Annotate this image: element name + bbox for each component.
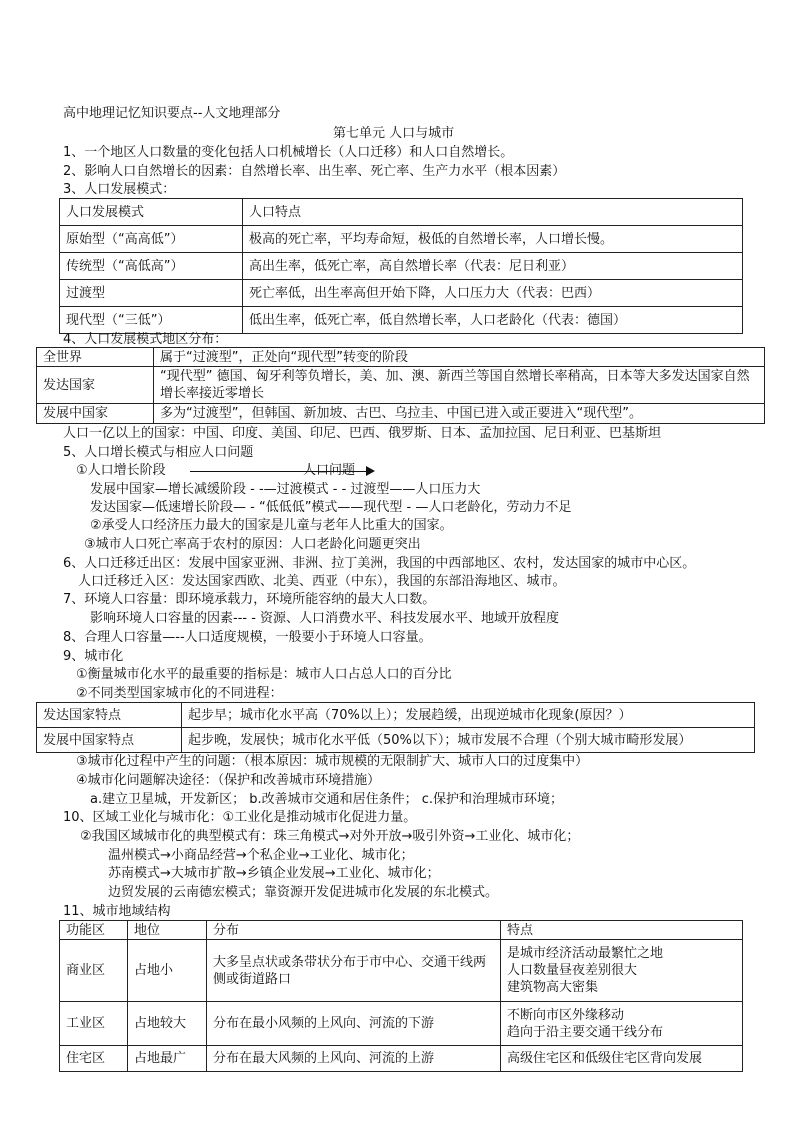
unit-heading: 第七单元 人口与城市 — [333, 126, 455, 141]
para-23: 10、区域工业化与城市化：①工业化是推动城市化促进力量。 — [63, 810, 417, 825]
table-cell: 发展中国家 — [37, 404, 154, 424]
urban-structure-table — [59, 920, 743, 1072]
para-3: 3、人口发展模式： — [63, 182, 176, 197]
para-27: 边贸发展的云南德宏模式；靠资源开发促进城市化发展的东北模式。 — [108, 885, 499, 900]
table-cell: 占地较大 — [128, 1002, 207, 1046]
table-header: 功能区 — [60, 921, 128, 940]
feature-line: 趋向于沿主要交通干线分布 — [507, 1024, 664, 1040]
para-7b: 人口问题 — [303, 463, 356, 478]
table-cell: 商业区 — [60, 940, 128, 1002]
table-header: 地位 — [128, 921, 207, 940]
para-10: ②承受人口经济压力最大的国家是儿童与老年人比重大的国家。 — [90, 518, 453, 533]
table-header: 人口特点 — [243, 199, 743, 226]
table-cell: 起步早；城市化水平高（70%以上）；发展趋缓，出现逆城市化现象(原因？） — [182, 703, 755, 728]
para-1: 1、一个地区人口数量的变化包括人口机械增长（人口迁移）和人口自然增长。 — [63, 145, 514, 160]
para-14: 7、环境人口容量：即环境承载力，环境所能容纳的最大人口数。 — [63, 592, 436, 607]
feature-line: 建筑物高大密集 — [507, 980, 599, 995]
para-6: 5、人口增长模式与相应人口问题 — [63, 445, 254, 460]
table-header: 分布 — [207, 921, 501, 940]
para-13: 人口迁移迁入区：发达国家西欧、北美、西亚（中东），我国的东部沿海地区、城市。 — [78, 574, 566, 589]
para-21: ④城市化问题解决途径：（保护和改善城市环境措施） — [76, 773, 381, 788]
table-cell: 传统型（“高低高”） — [60, 253, 243, 280]
distribution-table — [36, 347, 765, 424]
table-cell: 原始型（“高高低”） — [60, 226, 243, 253]
arrow-head-icon — [366, 466, 375, 476]
table-cell: 发达国家特点 — [37, 703, 182, 728]
table-cell: 大多呈点状或条带状分布于市中心、交通干线两侧或街道路口 — [207, 940, 501, 1002]
para-5: 人口一亿以上的国家：中国、印度、美国、印尼、巴西、俄罗斯、日本、孟加拉国、尼日利亚、巴基斯坦 — [63, 426, 662, 441]
table-header: 特点 — [501, 921, 743, 940]
para-17: 9、城市化 — [63, 649, 124, 664]
table-cell: 占地小 — [128, 940, 207, 1002]
table-cell — [501, 940, 743, 1002]
para-7a: ①人口增长阶段 — [76, 463, 166, 478]
table-cell: 高出生率，低死亡率，高自然增长率（代表：尼日利亚） — [243, 253, 743, 280]
para-22: a.建立卫星城，开发新区； b.改善城市交通和居住条件； c.保护和治理城市环境； — [90, 792, 564, 807]
table-header: 人口发展模式 — [60, 199, 243, 226]
para-9: 发达国家—低速增长阶段— - “低低低”模式——现代型 - —人口老龄化，劳动力不足 — [90, 500, 572, 515]
para-20: ③城市化过程中产生的问题：（根本原因：城市规模的无限制扩大、城市人口的过度集中） — [76, 754, 589, 769]
doc-title: 高中地理记忆知识要点--人文地理部分 — [63, 106, 281, 121]
table-cell: 高级住宅区和低级住宅区背向发展 — [501, 1046, 743, 1072]
para-28: 11、城市地域结构 — [63, 904, 171, 919]
table-cell: 工业区 — [60, 1002, 128, 1046]
para-26: 苏南模式→大城市扩散→乡镇企业发展→工业化、城市化； — [108, 866, 440, 881]
table-cell: 分布在最大风频的上风向、河流的上游 — [207, 1046, 501, 1072]
table-cell: 分布在最小风频的上风向、河流的下游 — [207, 1002, 501, 1046]
table-cell: 低出生率，低死亡率，低自然增长率，人口老龄化（代表：德国） — [243, 307, 743, 334]
para-12: 6、人口迁移迁出区：发展中国家亚洲、非洲、拉丁美洲，我国的中西部地区、农村，发达国家的城市中心区。 — [63, 556, 696, 571]
urbanization-table — [36, 702, 755, 753]
table-cell: 多为“过渡型”，但韩国、新加坡、古巴、乌拉圭、中国已进入或正要进入“现代型”。 — [154, 404, 765, 424]
table-cell: 全世界 — [37, 348, 154, 367]
table-cell: 起步晚，发展快；城市化水平低（50%以下）；城市发展不合理（个别大城市畸形发展） — [182, 728, 755, 753]
para-11: ③城市人口死亡率高于农村的原因：人口老龄化问题更突出 — [84, 537, 421, 552]
para-2: 2、影响人口自然增长的因素：自然增长率、出生率、死亡率、生产力水平（根本因素） — [63, 164, 566, 179]
table-cell: 现代型（“三低”） — [60, 307, 243, 334]
feature-line: 人口数量昼夜差别很大 — [507, 963, 638, 978]
para-19: ②不同类型国家城市化的不同进程： — [76, 686, 283, 701]
para-25: 温州模式→小商品经营→个私企业→工业化、城市化； — [108, 848, 414, 863]
table-cell — [501, 1002, 743, 1046]
para-8: 发展中国家—增长减缓阶段 - -—过渡模式 - - 过渡型——人口压力大 — [90, 482, 481, 497]
table-cell: 属于“过渡型”，正处向“现代型”转变的阶段 — [154, 348, 765, 367]
table-cell: 发达国家 — [37, 367, 154, 404]
table-cell: 过渡型 — [60, 280, 243, 307]
table-cell: 死亡率低，出生率高但开始下降，人口压力大（代表：巴西） — [243, 280, 743, 307]
table-cell: 极高的死亡率，平均寿命短，极低的自然增长率，人口增长慢。 — [243, 226, 743, 253]
para-15: 影响环境人口容量的因素--- - 资源、人口消费水平、科技发展水平、地域开放程度 — [90, 611, 560, 626]
feature-line: 是城市经济活动最繁忙之地 — [507, 946, 664, 961]
para-18: ①衡量城市化水平的最重要的指标是：城市人口占总人口的百分比 — [76, 667, 452, 682]
table-cell: “现代型” 德国、匈牙利等负增长，美、加、澳、新西兰等国自然增长率稍高，日本等大多发达国家自然增长率接近零增长 — [154, 367, 765, 404]
para-4: 4、人口发展模式地区分布： — [63, 332, 228, 347]
population-model-table — [59, 198, 743, 334]
table-cell: 占地最广 — [128, 1046, 207, 1072]
para-24: ②我国区域城市化的典型模式有：珠三角模式→对外开放→吸引外资→工业化、城市化； — [80, 829, 580, 844]
para-16: 8、合理人口容量—--人口适度规模，一般要小于环境人口容量。 — [63, 630, 432, 645]
table-cell: 发展中国家特点 — [37, 728, 182, 753]
feature-line: 不断向市区外缘移动 — [507, 1007, 625, 1023]
table-cell: 住宅区 — [60, 1046, 128, 1072]
